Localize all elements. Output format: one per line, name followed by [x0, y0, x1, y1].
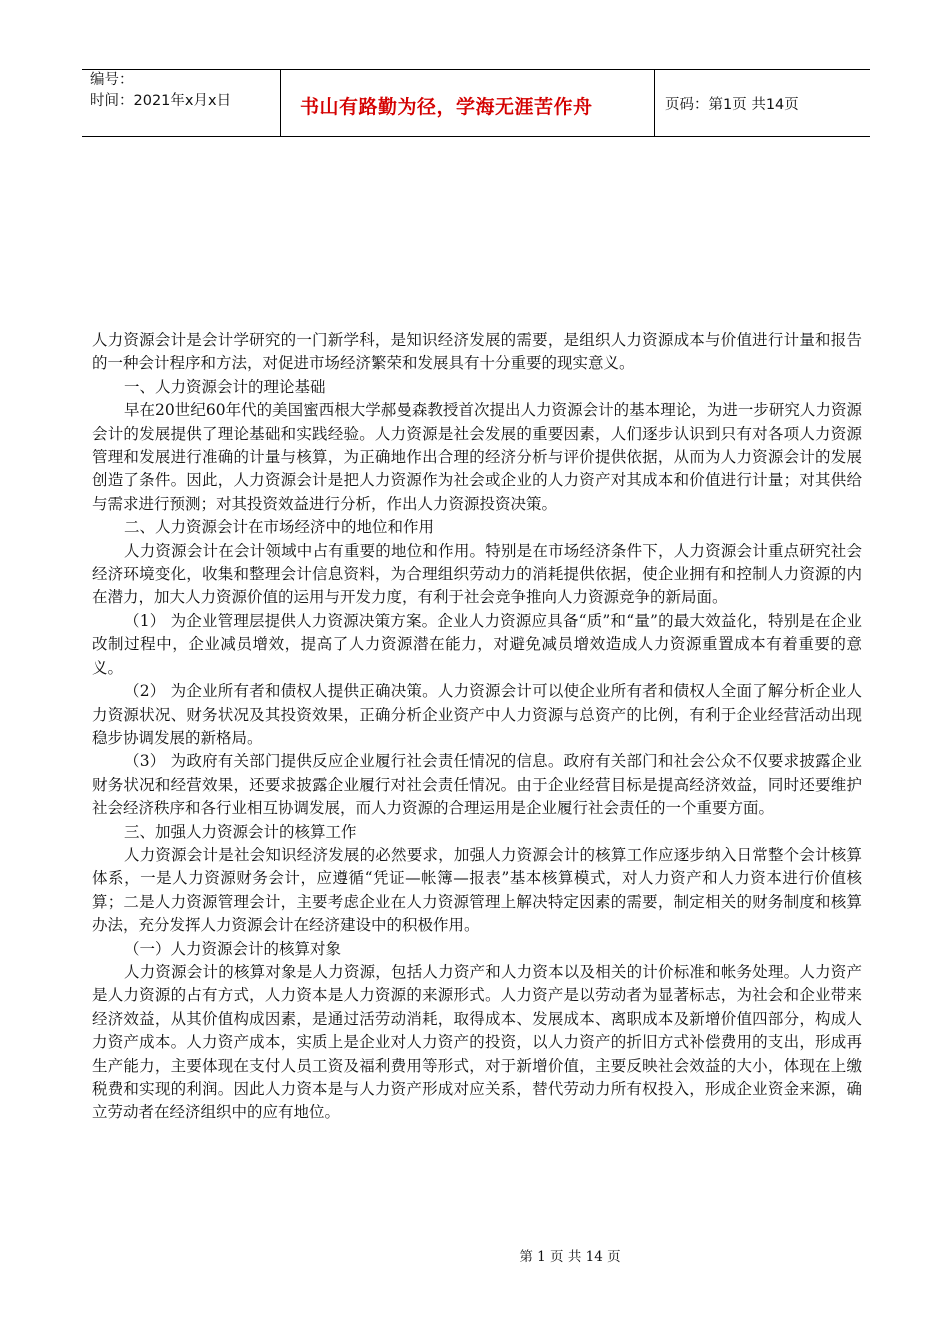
- paragraph: 人力资源会计在会计领域中占有重要的地位和作用。特别是在市场经济条件下，人力资源会计重点研究社会经济环境变化，收集和整理会计信息资料，为合理组织劳动力的消耗提供依据，使企业拥有和控制人力资源的内在潜力，加大人力资源价值的运用与开发力度，有利于社会竞争推向人力资源竞争的新局面。: [92, 541, 862, 607]
- paragraph: 三、加强人力资源会计的核算工作: [124, 822, 357, 841]
- paragraph: 人力资源会计是社会知识经济发展的必然要求，加强人力资源会计的核算工作应逐步纳入日常整个会计核算体系，一是人力资源财务会计，应遵循“凭证—帐簿—报表”基本核算模式，对人力资产和人力资本进行价值核算；二是人力资源管理会计，主要考虑企业在人力资源管理上解决特定因素的需要，制定相关的财务制度和核算办法，充分发挥人力资源会计在经济建设中的积极作用。: [92, 845, 862, 935]
- paragraph: 早在20世纪60年代的美国蜜西根大学郝曼森教授首次提出人力资源会计的基本理论，为进一步研究人力资源会计的发展提供了理论基础和实践经验。人力资源是社会发展的重要因素，人们逐步认识到只有对各项人力资源管理和发展进行准确的计量与核算，为正确地作出合理的经济分析与评价提供依据，从而为人力资源会计的发展创造了条件。因此，人力资源会计是把人力资源作为社会或企业的人力资产对其成本和价值进行计量；对其供给与需求进行预测；对其投资效益进行分析，作出人力资源投资决策。: [92, 401, 862, 513]
- header-bottom-rule: [82, 136, 870, 137]
- header-page-info: 页码：第1页 共14页: [665, 97, 799, 113]
- header-divider-left: [280, 70, 281, 136]
- paragraph: （1） 为企业管理层提供人力资源决策方案。企业人力资源应具备“质”和“量”的最大效益化，特别是在企业改制过程中，企业减员增效，提高了人力资源潜在能力，对避免减员增效造成人力资源重置成本有着重要的意义。: [92, 611, 862, 677]
- header-motto: 书山有路勤为径，学海无涯苦作舟: [300, 96, 593, 118]
- document-body: [92, 329, 862, 1125]
- page-footer: 第 1 页 共 14 页: [519, 1249, 621, 1265]
- document-time: 时间：2021年x月x日: [90, 93, 232, 109]
- paragraph: （3） 为政府有关部门提供反应企业履行社会责任情况的信息。政府有关部门和社会公众不仅要求披露企业财务状况和经营效果，还要求披露企业履行对社会责任情况。由于企业经营目标是提高经济效益，同时还要维护社会经济秩序和各行业相互协调发展，而人力资源的合理运用是企业履行社会责任的一个重要方面。: [92, 752, 862, 818]
- paragraph: （一）人力资源会计的核算对象: [124, 939, 342, 958]
- paragraph: 人力资源会计的核算对象是人力资源，包括人力资产和人力资本以及相关的计价标准和帐务处理。人力资产是人力资源的占有方式，人力资本是人力资源的来源形式。人力资产是以劳动者为显著标志，为社会和企业带来经济效益，从其价值构成因素，是通过活劳动消耗，取得成本、发展成本、离职成本及新增价值四部分，构成人力资产成本。人力资产成本，实质上是企业对人力资产的投资，以人力资产的折旧方式补偿费用的支出，形成再生产能力，主要体现在支付人员工资及福利费用等形式，对于新增价值，主要反映社会效益的大小，体现在上缴税费和实现的利润。因此人力资本是与人力资产形成对应关系，替代劳动力所有权投入，形成企业资金来源，确立劳动者在经济组织中的应有地位。: [92, 962, 862, 1122]
- header-meta: [90, 70, 231, 112]
- paragraph: 一、人力资源会计的理论基础: [124, 377, 326, 396]
- header-divider-right: [654, 70, 655, 136]
- paragraph: 二、人力资源会计在市场经济中的地位和作用: [124, 518, 435, 537]
- paragraph: 人力资源会计是会计学研究的一门新学科，是知识经济发展的需要，是组织人力资源成本与价值进行计量和报告的一种会计程序和方法，对促进市场经济繁荣和发展具有十分重要的现实意义。: [92, 331, 862, 373]
- document-number: 编号：: [90, 72, 134, 88]
- paragraph: （2） 为企业所有者和债权人提供正确决策。人力资源会计可以使企业所有者和债权人全面了解分析企业人力资源状况、财务状况及其投资效果，正确分析企业资产中人力资源与总资产的比例，有利于企业经营活动出现稳步协调发展的新格局。: [92, 682, 862, 747]
